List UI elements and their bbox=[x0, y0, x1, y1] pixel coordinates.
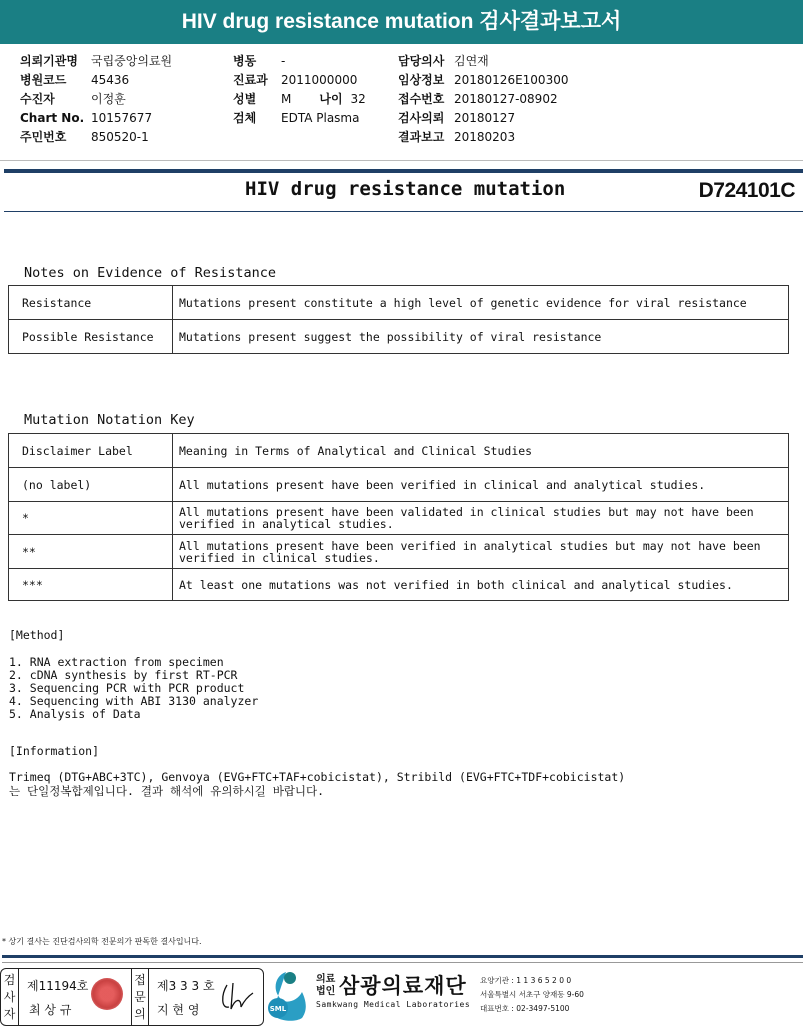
organization-info bbox=[480, 974, 584, 1016]
info-row bbox=[398, 109, 568, 128]
table-key-cell: * bbox=[9, 502, 173, 535]
handwritten-signature bbox=[219, 977, 257, 1017]
organization-name: 삼광의료재단 bbox=[339, 974, 467, 998]
patient-info-column-2 bbox=[233, 52, 366, 128]
info-row bbox=[398, 71, 568, 90]
logo-text: SML bbox=[269, 1005, 287, 1013]
information-line: 는 단일정복합제입니다. 결과 해석에 유의하시길 바랍니다. bbox=[9, 784, 325, 798]
table-row bbox=[9, 468, 789, 502]
table-value-cell: At least one mutations was not verified in both clinical and analytical studies. bbox=[173, 569, 789, 601]
tester-license: 제11194호 bbox=[27, 979, 89, 993]
tester-label-char: 자 bbox=[3, 1006, 16, 1021]
info-value: 10157677 bbox=[91, 111, 153, 125]
info-label: 담당의사 bbox=[398, 54, 445, 68]
info-label: 임상정보 bbox=[398, 73, 445, 87]
org-info-line: 대표번호 : 02-3497-5100 bbox=[480, 1004, 570, 1013]
document-title: HIV drug resistance mutation bbox=[245, 178, 566, 200]
divider bbox=[4, 169, 803, 173]
org-prefix-line: 법인 bbox=[316, 986, 336, 997]
info-value: 국립중앙의료원 bbox=[91, 54, 173, 68]
info-value: M bbox=[281, 92, 292, 106]
reviewer-name: 지 현 영 bbox=[157, 1003, 200, 1017]
table-value-cell: Meaning in Terms of Analytical and Clinical Studies bbox=[173, 434, 789, 468]
info-label: 성별 bbox=[233, 92, 257, 106]
info-label: 진료과 bbox=[233, 73, 268, 87]
method-step: 4. Sequencing with ABI 3130 analyzer bbox=[9, 694, 259, 708]
table-key-cell: ** bbox=[9, 535, 173, 569]
tester-label bbox=[1, 969, 19, 1025]
tester-label-char: 검 bbox=[3, 972, 16, 987]
table-key-cell: Disclaimer Label bbox=[9, 434, 173, 468]
info-row bbox=[233, 71, 366, 90]
table-key-cell: *** bbox=[9, 569, 173, 601]
org-prefix-line: 의료 bbox=[316, 974, 336, 985]
seal-stamp bbox=[91, 978, 123, 1010]
info-row bbox=[398, 52, 568, 71]
info-label: 주민번호 bbox=[20, 130, 67, 144]
table-row bbox=[9, 434, 789, 468]
table-key-cell: Resistance bbox=[9, 286, 173, 320]
table-value-cell: All mutations present have been validated in clinical studies but may not have been verified in analytical studies. bbox=[173, 502, 789, 535]
table-key-cell: Possible Resistance bbox=[9, 320, 173, 354]
information-line: Trimeq (DTG+ABC+3TC), Genvoya (EVG+FTC+TAF+cobicistat), Stribild (EVG+FTC+TDF+cobicistat) bbox=[9, 770, 626, 784]
info-value: 850520-1 bbox=[91, 130, 149, 144]
info-value: 20180126E100300 bbox=[454, 73, 569, 87]
info-value: 20180127-08902 bbox=[454, 92, 558, 106]
divider bbox=[4, 211, 803, 212]
info-row bbox=[233, 90, 366, 109]
info-label: 결과보고 bbox=[398, 130, 445, 144]
table-value-cell: Mutations present constitute a high level of genetic evidence for viral resistance bbox=[173, 286, 789, 320]
info-label: 검사의뢰 bbox=[398, 111, 445, 125]
info-value: 이정훈 bbox=[91, 92, 126, 106]
org-prefix bbox=[316, 974, 335, 998]
notation-table bbox=[8, 433, 789, 601]
document-code: D724101C bbox=[698, 179, 795, 202]
info-row bbox=[20, 52, 172, 71]
tester-label-char: 사 bbox=[3, 989, 16, 1004]
signature-box bbox=[0, 968, 264, 1026]
table-row bbox=[9, 320, 789, 354]
footnote: * 상기 결사는 진단검사의학 전문의가 판독한 결사입니다. bbox=[2, 937, 202, 946]
age-value: 32 bbox=[350, 92, 366, 106]
divider bbox=[0, 160, 803, 161]
age-label: 나이 bbox=[319, 92, 343, 106]
info-row bbox=[20, 109, 172, 128]
notation-heading: Mutation Notation Key bbox=[24, 412, 195, 428]
info-label: 수진자 bbox=[20, 92, 55, 106]
method-heading: [Method] bbox=[9, 628, 65, 642]
info-value: 2011000000 bbox=[281, 73, 358, 87]
info-value: 김연재 bbox=[454, 54, 489, 68]
info-value: 45436 bbox=[91, 73, 130, 87]
info-value: 20180127 bbox=[454, 111, 516, 125]
table-row bbox=[9, 502, 789, 535]
organization-english-name: Samkwang Medical Laboratories bbox=[316, 1000, 471, 1009]
info-row bbox=[233, 52, 366, 71]
info-label: 검체 bbox=[233, 111, 257, 125]
info-label: Chart No. bbox=[20, 111, 85, 125]
table-row bbox=[9, 535, 789, 569]
info-row bbox=[233, 109, 366, 128]
info-label: 접수번호 bbox=[398, 92, 445, 106]
info-label: 병동 bbox=[233, 54, 257, 68]
info-label: 병원코드 bbox=[20, 73, 67, 87]
sml-logo-icon bbox=[268, 970, 312, 1022]
method-step: 5. Analysis of Data bbox=[9, 707, 141, 721]
reviewer-label-char: 접 bbox=[134, 972, 146, 987]
table-row bbox=[9, 569, 789, 601]
report-title: HIV drug resistance mutation 검사결과보고서 bbox=[0, 0, 803, 44]
method-step: 3. Sequencing PCR with PCR product bbox=[9, 681, 245, 695]
reviewer-license: 제3 3 3 호 bbox=[157, 979, 215, 993]
table-key-cell: (no label) bbox=[9, 468, 173, 502]
method-step: 2. cDNA synthesis by first RT-PCR bbox=[9, 668, 238, 682]
info-row bbox=[398, 128, 568, 147]
tester-name: 최 상 규 bbox=[29, 1003, 72, 1017]
table-value-cell: All mutations present have been verified in clinical and analytical studies. bbox=[173, 468, 789, 502]
reviewer-label-char: 문 bbox=[134, 989, 146, 1004]
divider bbox=[2, 955, 803, 958]
patient-info-column-1 bbox=[20, 52, 172, 147]
evidence-table bbox=[8, 285, 789, 354]
method-step: 1. RNA extraction from specimen bbox=[9, 655, 224, 669]
info-value: EDTA Plasma bbox=[281, 111, 360, 125]
info-row bbox=[20, 90, 172, 109]
reviewer-label bbox=[131, 969, 149, 1025]
org-info-line: 서울특별시 서초구 양재동 9-60 bbox=[480, 990, 584, 999]
info-row bbox=[20, 128, 172, 147]
org-info-line: 요양기관 : 1 1 3 6 5 2 0 0 bbox=[480, 976, 572, 985]
reviewer-label-char: 의 bbox=[134, 1006, 146, 1021]
info-value: 20180203 bbox=[454, 130, 516, 144]
info-label: 의뢰기관명 bbox=[20, 54, 78, 68]
information-heading: [Information] bbox=[9, 744, 100, 758]
info-row bbox=[398, 90, 568, 109]
info-value: - bbox=[281, 54, 286, 68]
patient-info-column-3 bbox=[398, 52, 568, 147]
table-value-cell: Mutations present suggest the possibility of viral resistance bbox=[173, 320, 789, 354]
evidence-heading: Notes on Evidence of Resistance bbox=[24, 265, 276, 281]
divider bbox=[2, 962, 803, 963]
info-row bbox=[20, 71, 172, 90]
table-row bbox=[9, 286, 789, 320]
table-value-cell: All mutations present have been verified in analytical studies but may not have been verified in clinical studies. bbox=[173, 535, 789, 569]
